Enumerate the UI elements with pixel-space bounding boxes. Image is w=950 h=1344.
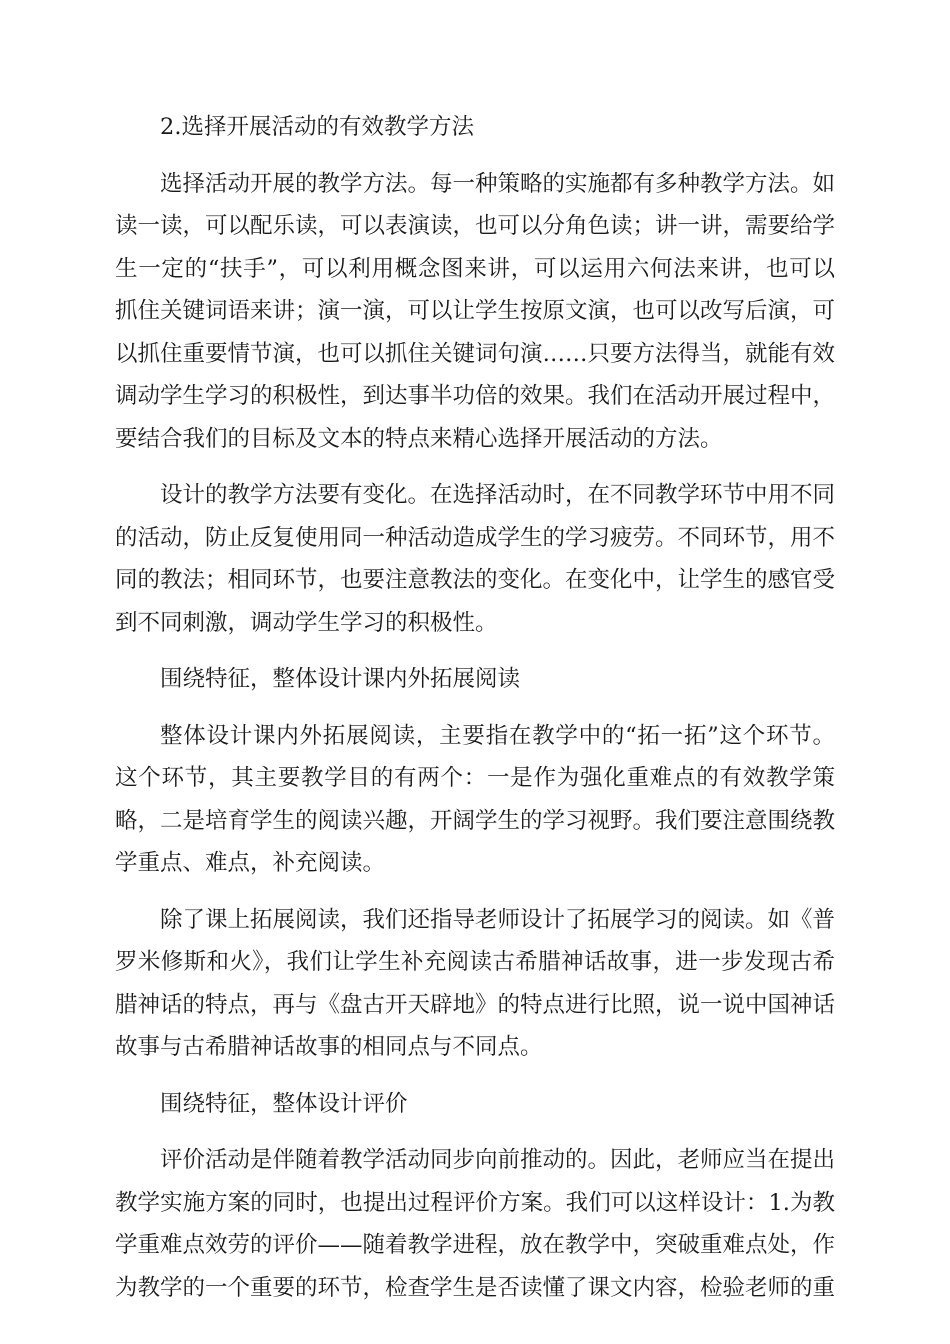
section-heading-evaluation: 围绕特征，整体设计评价 [160, 1090, 408, 1117]
section-heading-extended-reading: 围绕特征，整体设计课内外拓展阅读 [160, 666, 521, 692]
paragraph-evaluation: 评价活动是伴随着教学活动同步向前推动的。因此，老师应当在提出教学实施方案的同时，也提出过程评价方案。我们可以这样设计：1.为教学重难点效劳的评价——随着教学进程，放在教学中，突破重难点处，作为教学的一个重要的环节，检查学生是否读懂了课文内容，检验老师的重 [115, 1147, 836, 1301]
paragraph-method-variation: 设计的教学方法要有变化。在选择活动时，在不同教学环节中用不同的活动，防止反复使用同一种活动造成学生的学习疲劳。不同环节，用不同的教法；相同环节，也要注意教法的变化。在变化中，让学生的感官受到不同刺激，调动学生学习的积极性。 [115, 482, 836, 636]
document-body [115, 106, 835, 1323]
paragraph-method-selection: 选择活动开展的教学方法。每一种策略的实施都有多种教学方法。如读一读，可以配乐读，可以表演读，也可以分角色读；讲一讲，需要给学生一定的“扶手”，可以利用概念图来讲，可以运用六何法来讲，也可以抓住关键词语来讲；演一演，可以让学生按原文演，也可以改写后演，可以抓住重要情节演，也可以抓住关键词句演……只要方法得当，就能有效调动学生学习的积极性，到达事半功倍的效果。我们在活动开展过程中，要结合我们的目标及文本的特点来精心选择开展活动的方法。 [115, 170, 836, 452]
section-heading-methods: 2.选择开展活动的有效教学方法 [160, 114, 474, 140]
paragraph-extended-reading: 整体设计课内外拓展阅读，主要指在教学中的“拓一拓”这个环节。这个环节，其主要教学目的有两个：一是作为强化重难点的有效教学策略，二是培育学生的阅读兴趣，开阔学生的学习视野。我们要注意围绕教学重点、难点，补充阅读。 [115, 722, 836, 876]
paragraph-extended-reading-example: 除了课上拓展阅读，我们还指导老师设计了拓展学习的阅读。如《普罗米修斯和火》，我们让学生补充阅读古希腊神话故事，进一步发现古希腊神话的特点，再与《盘古开天辟地》的特点进行比照，说一说中国神话故事与古希腊神话故事的相同点与不同点。 [115, 906, 836, 1060]
